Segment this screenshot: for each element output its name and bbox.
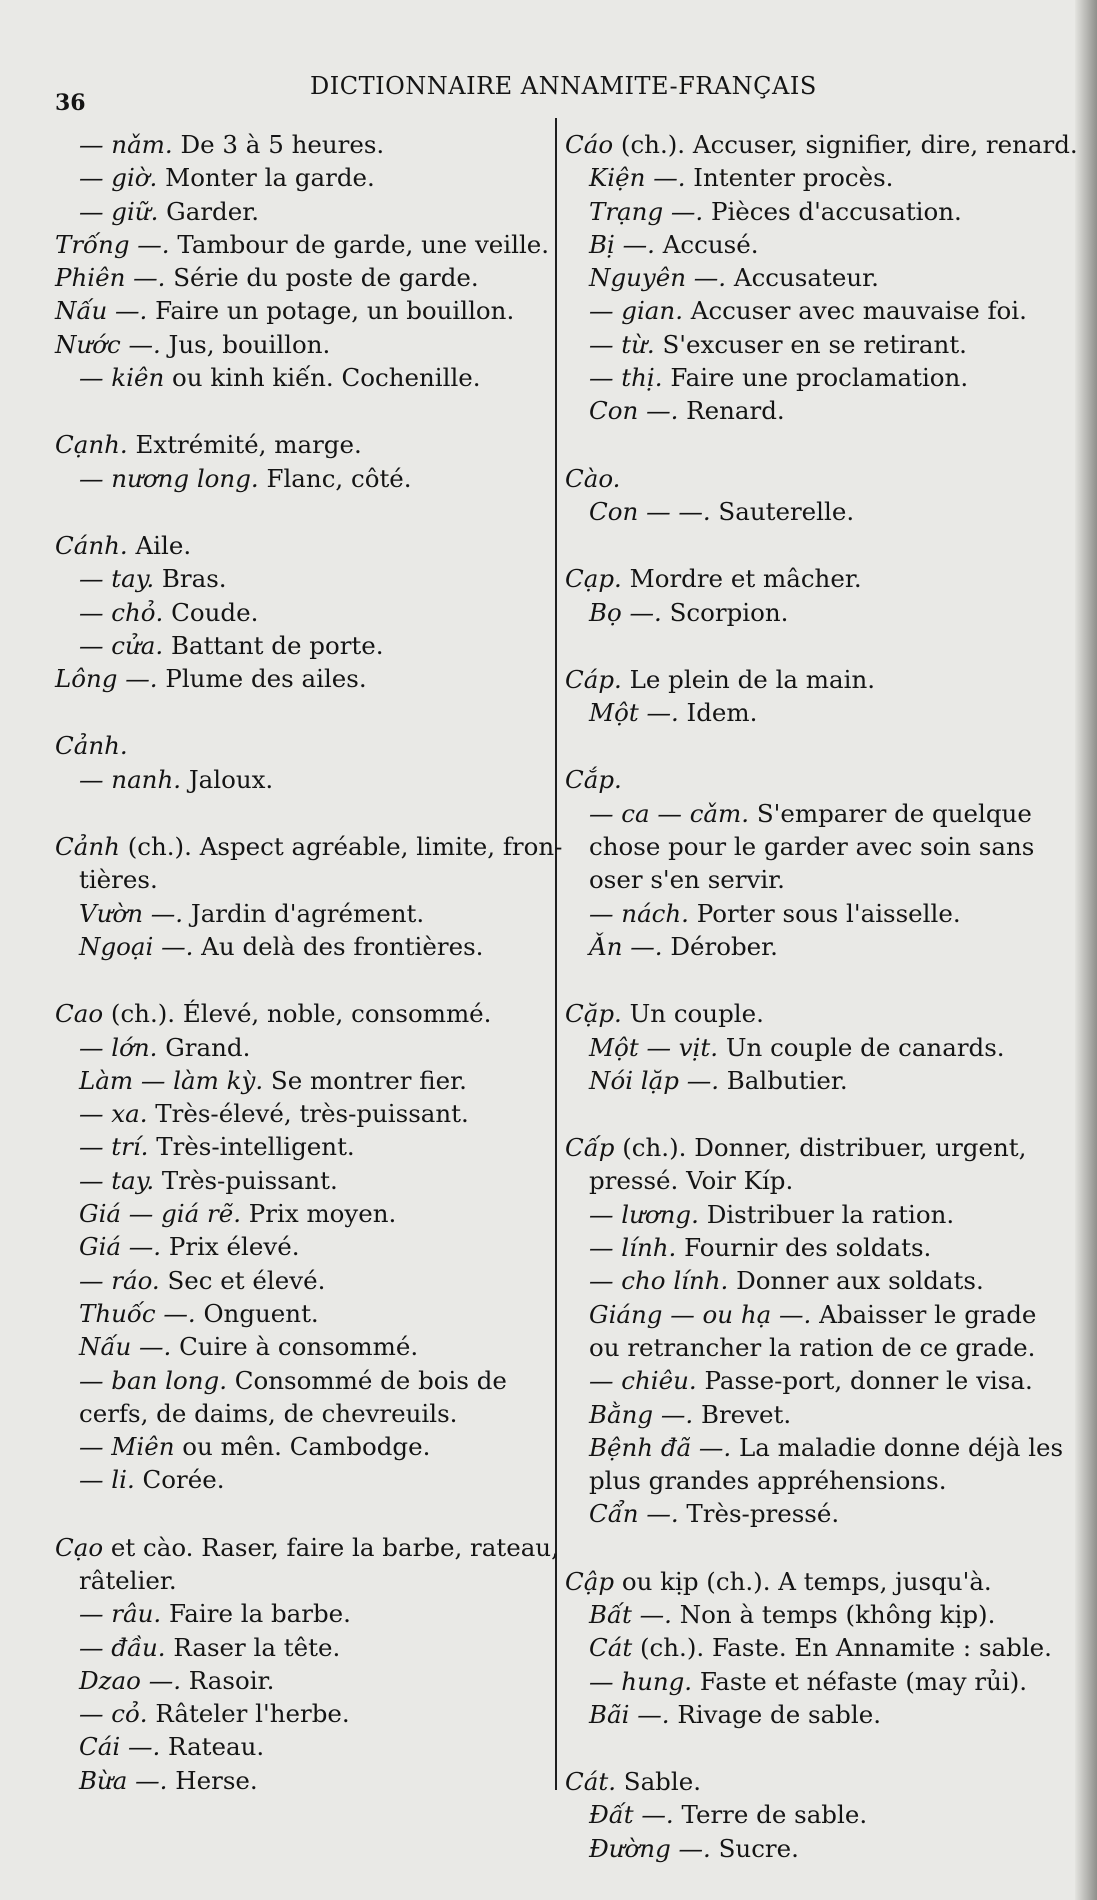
dictionary-entry [565, 1765, 1065, 1865]
entry-line [565, 1832, 1065, 1865]
french-definition: Battant de porte. [163, 630, 384, 660]
french-definition: Extrémité, marge. [127, 430, 362, 460]
annamite-term: Ǎn —. [589, 931, 663, 961]
french-definition: Prix moyen. [241, 1199, 397, 1229]
french-definition: Sec et élevé. [159, 1265, 326, 1295]
annamite-term: — giữ. [79, 196, 159, 226]
entry-line [565, 1598, 1065, 1631]
french-definition: tières. [79, 865, 158, 895]
entry-line [55, 195, 545, 228]
annamite-term: — từ. [589, 329, 655, 359]
entry-line [565, 1331, 1065, 1364]
french-definition: Non à temps (không kịp). [671, 1599, 996, 1629]
entry-line [55, 161, 545, 194]
french-definition: Balbutier. [719, 1065, 848, 1095]
entry-line [55, 1463, 545, 1496]
entry-line [55, 1330, 545, 1363]
annamite-term: Làm — làm kỳ. [79, 1065, 264, 1095]
entry-line [565, 1497, 1065, 1530]
annamite-term: Bọ —. [589, 597, 662, 627]
entry-line [565, 261, 1065, 294]
french-definition: et cào. Raser, faire la barbe, rateau, [103, 1532, 559, 1562]
entry-line [565, 1398, 1065, 1431]
entry-line [565, 228, 1065, 261]
french-definition: (ch.). Élevé, noble, consommé. [103, 999, 492, 1029]
french-definition: Accuser avec mauvaise foi. [682, 296, 1027, 326]
entry-line [565, 1798, 1065, 1831]
annamite-term: Cắp. [565, 765, 622, 795]
entry-line [55, 1430, 545, 1463]
french-definition: Prix élevé. [161, 1232, 300, 1262]
french-definition: Monter la garde. [157, 163, 375, 193]
annamite-term: — hung. [589, 1666, 693, 1696]
entry-line [565, 930, 1065, 963]
entry-line [565, 1698, 1065, 1731]
entry-headline [55, 529, 545, 562]
annamite-term: Một —. [589, 698, 679, 728]
entry-line [55, 897, 545, 930]
french-definition: Au delà des frontières. [193, 931, 484, 961]
entry-line [55, 328, 545, 361]
french-definition: Faire un potage, un bouillon. [147, 296, 515, 326]
french-definition: Raser la tête. [165, 1632, 341, 1662]
annamite-term: Phiên —. [55, 263, 166, 293]
annamite-term: — ca — cǎm. [589, 798, 750, 828]
entry-line [565, 394, 1065, 427]
french-definition: Rivage de sable. [669, 1699, 881, 1729]
annamite-term: Một — vịt. [589, 1032, 719, 1062]
entry-line [55, 462, 545, 495]
entry-line [565, 495, 1065, 528]
entry-line [565, 596, 1065, 629]
french-definition: Se montrer fier. [263, 1065, 467, 1095]
french-definition: Bras. [154, 564, 227, 594]
page-number: 36 [55, 90, 86, 116]
annamite-term: — râu. [79, 1599, 162, 1629]
french-definition: ou kịp (ch.). A temps, jusqu'à. [614, 1566, 992, 1596]
entry-line [55, 1297, 545, 1330]
annamite-term: Cấp [565, 1133, 615, 1163]
french-definition: Dérober. [662, 931, 778, 961]
french-definition: Un couple. [621, 999, 764, 1029]
french-definition: Sable. [616, 1767, 701, 1797]
entry-headline [55, 830, 563, 863]
annamite-term: Nấu —. [55, 296, 148, 326]
annamite-term: — kiên [79, 363, 165, 393]
entry-line [55, 1764, 545, 1797]
french-definition: Consommé de bois de [226, 1365, 507, 1395]
annamite-term: Bằng —. [589, 1399, 694, 1429]
entry-headline [565, 128, 1078, 161]
dictionary-entry [565, 562, 1065, 629]
french-definition: Idem. [678, 698, 758, 728]
annamite-term: — tay. [79, 1165, 155, 1195]
dictionary-entry [565, 462, 1065, 529]
entry-line [55, 863, 545, 896]
french-definition: plus grandes appréhensions. [589, 1466, 947, 1496]
entry-headline [55, 128, 545, 161]
dictionary-entry [565, 997, 1065, 1097]
annamite-term: Bãi —. [589, 1699, 670, 1729]
annamite-term: Giáng — ou hạ —. [589, 1299, 812, 1329]
entry-headline [565, 1765, 1065, 1798]
annamite-term: Bị —. [589, 229, 655, 259]
entry-line [565, 1431, 1065, 1464]
entry-line [55, 629, 545, 662]
entry-line [565, 1665, 1065, 1698]
entry-line [565, 897, 1065, 930]
entry-line [565, 1631, 1065, 1664]
french-definition: (ch.). Donner, distribuer, urgent, [614, 1133, 1027, 1163]
annamite-term: Cát [589, 1633, 633, 1663]
annamite-term: Bệnh đã —. [589, 1432, 732, 1462]
entry-line [565, 361, 1065, 394]
french-definition: Corée. [134, 1465, 225, 1495]
dictionary-entry [55, 1531, 559, 1797]
french-definition: râtelier. [79, 1565, 177, 1595]
french-definition: Passe-port, donner le visa. [696, 1366, 1033, 1396]
french-definition: Brevet. [693, 1399, 792, 1429]
annamite-term: — li. [79, 1465, 135, 1495]
entry-headline [55, 729, 545, 762]
entry-line [55, 1264, 545, 1297]
annamite-term: — nǎm. [79, 130, 173, 159]
entry-line [55, 662, 545, 695]
french-definition: Grand. [157, 1032, 251, 1062]
entry-line [55, 1697, 545, 1730]
entry-line [565, 863, 1065, 896]
dictionary-entry [565, 763, 1065, 963]
entry-line [55, 1730, 545, 1763]
french-definition: Très-élevé, très-puissant. [147, 1099, 469, 1129]
french-definition: chose pour le garder avec soin sans [589, 832, 1035, 862]
annamite-term: Cánh. [55, 530, 128, 560]
french-definition: oser s'en servir. [589, 865, 785, 895]
french-definition: Scorpion. [661, 597, 789, 627]
entry-line [55, 1164, 545, 1197]
french-definition: (ch.). Accuser, signifier, dire, renard. [613, 130, 1078, 159]
dictionary-entry [55, 729, 545, 796]
annamite-term: Cáp. [565, 664, 622, 694]
page-edge [1075, 0, 1097, 1900]
entry-line [565, 1198, 1065, 1231]
entry-headline [55, 1531, 559, 1564]
annamite-term: Trống —. [55, 229, 170, 259]
annamite-term: Con — —. [589, 496, 711, 526]
french-definition: ou retrancher la ration de ce grade. [589, 1332, 1036, 1362]
annamite-term: — cho lính. [589, 1266, 729, 1296]
entry-line [565, 830, 1065, 863]
entry-line [55, 1597, 545, 1630]
annamite-term: Cái —. [79, 1732, 161, 1762]
entry-line [55, 596, 545, 629]
french-definition: Faire une proclamation. [662, 363, 969, 393]
french-definition: La maladie donne déjà les [731, 1432, 1064, 1462]
annamite-term: — nanh. [79, 764, 182, 794]
french-definition: Mordre et mâcher. [621, 564, 862, 594]
french-definition: pressé. Voir Kíp. [589, 1166, 794, 1196]
french-definition: Accusateur. [726, 263, 879, 293]
annamite-term: — lương. [589, 1199, 699, 1229]
french-definition: Faste et néfaste (may rủi). [692, 1666, 1028, 1696]
annamite-term: Bất —. [589, 1599, 672, 1629]
entry-line [55, 294, 545, 327]
french-definition: Jardin d'agrément. [183, 898, 425, 928]
entry-line [55, 930, 545, 963]
entry-line [565, 1298, 1065, 1331]
annamite-term: — ban long. [79, 1365, 227, 1395]
annamite-term: Nói lặp —. [589, 1065, 720, 1095]
entry-line [55, 1097, 545, 1130]
annamite-term: Ngoại —. [79, 931, 194, 961]
annamite-term: Đường —. [589, 1833, 711, 1863]
entry-headline [565, 462, 1065, 495]
entry-line [55, 1397, 545, 1430]
entry-line [55, 1364, 545, 1397]
entry-line [55, 1564, 545, 1597]
french-definition: Faire la barbe. [161, 1599, 351, 1629]
french-definition: Flanc, côté. [258, 463, 412, 493]
entry-headline [565, 997, 1065, 1030]
french-definition: Cuire à consommé. [171, 1332, 419, 1362]
entry-line [565, 1031, 1065, 1064]
left-column [55, 128, 563, 1831]
annamite-term: Nước —. [55, 329, 161, 359]
entry-line [55, 1064, 545, 1097]
dictionary-entry [55, 997, 545, 1496]
annamite-term: — chỏ. [79, 597, 164, 627]
dictionary-entry [565, 1565, 1065, 1731]
french-definition: Accusé. [654, 229, 759, 259]
right-column [565, 128, 1078, 1899]
entry-line [565, 294, 1065, 327]
annamite-term: — trí. [79, 1132, 149, 1162]
french-definition: cerfs, de daims, de chevreuils. [79, 1398, 458, 1428]
entry-line [565, 1164, 1065, 1197]
french-definition: Intenter procès. [685, 163, 894, 193]
annamite-term: Cào. [565, 463, 621, 493]
french-definition: Un couple de canards. [718, 1032, 1005, 1062]
french-definition: ou kinh kiến. Cochenille. [164, 363, 481, 393]
entry-line [55, 261, 545, 294]
entry-headline [565, 1131, 1065, 1164]
french-definition: Abaisser le grade [811, 1299, 1037, 1329]
french-definition: Fournir des soldats. [676, 1233, 932, 1263]
french-definition: S'excuser en se retirant. [654, 329, 967, 359]
dictionary-entry [565, 1131, 1065, 1531]
annamite-term: Cáo [565, 130, 614, 159]
french-definition: Herse. [167, 1765, 258, 1795]
annamite-term: — cỏ. [79, 1699, 148, 1729]
entry-line [55, 228, 550, 261]
entry-line [565, 1231, 1065, 1264]
dictionary-entry [565, 128, 1078, 428]
french-definition: Garder. [158, 196, 260, 226]
french-definition: Jaloux. [181, 764, 274, 794]
french-definition: Donner aux soldats. [728, 1266, 984, 1296]
french-definition: S'emparer de quelque [749, 798, 1032, 828]
annamite-term: Bừa —. [79, 1765, 168, 1795]
annamite-term: — nương long. [79, 463, 259, 493]
annamite-term: Nấu —. [79, 1332, 172, 1362]
french-definition: Terre de sable. [673, 1800, 868, 1830]
french-definition: Très-pressé. [678, 1499, 840, 1529]
annamite-term: Dzao —. [79, 1665, 181, 1695]
annamite-term: — lính. [589, 1233, 677, 1263]
entry-headline [55, 428, 545, 461]
entry-line [55, 763, 545, 796]
entry-line [565, 328, 1065, 361]
french-definition: Onguent. [195, 1298, 319, 1328]
annamite-term: Cập [565, 1566, 615, 1596]
entry-line [565, 797, 1065, 830]
french-definition: Aile. [127, 530, 192, 560]
annamite-term: Cạp. [565, 564, 622, 594]
annamite-term: — giờ. [79, 163, 158, 193]
annamite-term: — nách. [589, 898, 689, 928]
french-definition: Rasoir. [180, 1665, 275, 1695]
french-definition: Rateau. [160, 1732, 265, 1762]
french-definition: Très-intelligent. [148, 1132, 355, 1162]
french-definition: Distribuer la ration. [698, 1199, 955, 1229]
annamite-term: Thuốc —. [79, 1298, 196, 1328]
annamite-term: — lớn. [79, 1032, 158, 1062]
entry-line [565, 161, 1065, 194]
annamite-term: — gian. [589, 296, 683, 326]
annamite-term: Cảnh [55, 832, 120, 862]
entry-line [55, 562, 545, 595]
french-definition: Sucre. [710, 1833, 799, 1863]
page-title: DICTIONNAIRE ANNAMITE-FRANÇAIS [310, 72, 817, 100]
annamite-term: Cao [55, 999, 104, 1029]
annamite-term: Vườn —. [79, 898, 184, 928]
entry-line [55, 1230, 545, 1263]
annamite-term: Kiện —. [589, 163, 686, 193]
annamite-term: Giá —. [79, 1232, 162, 1262]
dictionary-entry [55, 128, 550, 394]
annamite-term: — thị. [589, 363, 663, 393]
annamite-term: — tay. [79, 564, 155, 594]
entry-headline [55, 997, 545, 1030]
french-definition: (ch.). Aspect agréable, limite, fron- [119, 832, 563, 862]
entry-line [565, 1364, 1065, 1397]
french-definition: Renard. [678, 396, 785, 426]
entry-line [55, 1197, 545, 1230]
entry-line [565, 1464, 1065, 1497]
annamite-term: Lông —. [55, 664, 158, 694]
entry-line [55, 1631, 545, 1664]
annamite-term: — ráo. [79, 1265, 160, 1295]
french-definition: Pièces d'accusation. [703, 196, 962, 226]
french-definition: Plume des ailes. [157, 664, 367, 694]
annamite-term: — đầu. [79, 1632, 166, 1662]
french-definition: Très-puissant. [154, 1165, 338, 1195]
french-definition: ou mên. Cambodge. [174, 1432, 431, 1462]
dictionary-entry [55, 428, 545, 495]
annamite-term: Cạnh. [55, 430, 128, 460]
entry-headline [565, 1565, 1065, 1598]
annamite-term: Cạo [55, 1532, 104, 1562]
annamite-term: — chiêu. [589, 1366, 697, 1396]
annamite-term: Trạng —. [589, 196, 704, 226]
entry-headline [565, 562, 1065, 595]
entry-line [565, 1064, 1065, 1097]
dictionary-entry [55, 529, 545, 695]
french-definition: Tambour de garde, une veille. [169, 229, 550, 259]
dictionary-entry [55, 830, 563, 963]
french-definition: Jus, bouillon. [160, 329, 331, 359]
entry-line [55, 1664, 545, 1697]
entry-headline [565, 663, 1065, 696]
french-definition: Râteler l'herbe. [147, 1699, 350, 1729]
french-definition: Sauterelle. [710, 496, 855, 526]
annamite-term: Nguyên —. [589, 263, 727, 293]
entry-line [565, 1264, 1065, 1297]
dictionary-entry [565, 663, 1065, 730]
annamite-term: Con —. [589, 396, 679, 426]
french-definition: (ch.). Faste. En Annamite : sable. [632, 1633, 1052, 1663]
entry-line [565, 195, 1065, 228]
annamite-term: Cát. [565, 1767, 616, 1797]
entry-headline [565, 763, 1065, 796]
annamite-term: Cẩn —. [589, 1499, 679, 1529]
annamite-term: — Miên [79, 1432, 175, 1462]
french-definition: Porter sous l'aisselle. [688, 898, 961, 928]
annamite-term: Giá — giá rẽ. [79, 1199, 242, 1229]
french-definition: De 3 à 5 heures. [172, 130, 385, 159]
entry-line [55, 361, 545, 394]
annamite-term: Đất —. [589, 1800, 674, 1830]
entry-line [565, 696, 1065, 729]
french-definition: Le plein de la main. [621, 664, 876, 694]
annamite-term: Cảnh. [55, 731, 128, 761]
entry-line [55, 1130, 545, 1163]
french-definition: Série du poste de garde. [165, 263, 479, 293]
annamite-term: — xa. [79, 1099, 148, 1129]
french-definition: Coude. [163, 597, 259, 627]
annamite-term: Cặp. [565, 999, 622, 1029]
entry-line [55, 1031, 545, 1064]
annamite-term: — cửa. [79, 630, 164, 660]
